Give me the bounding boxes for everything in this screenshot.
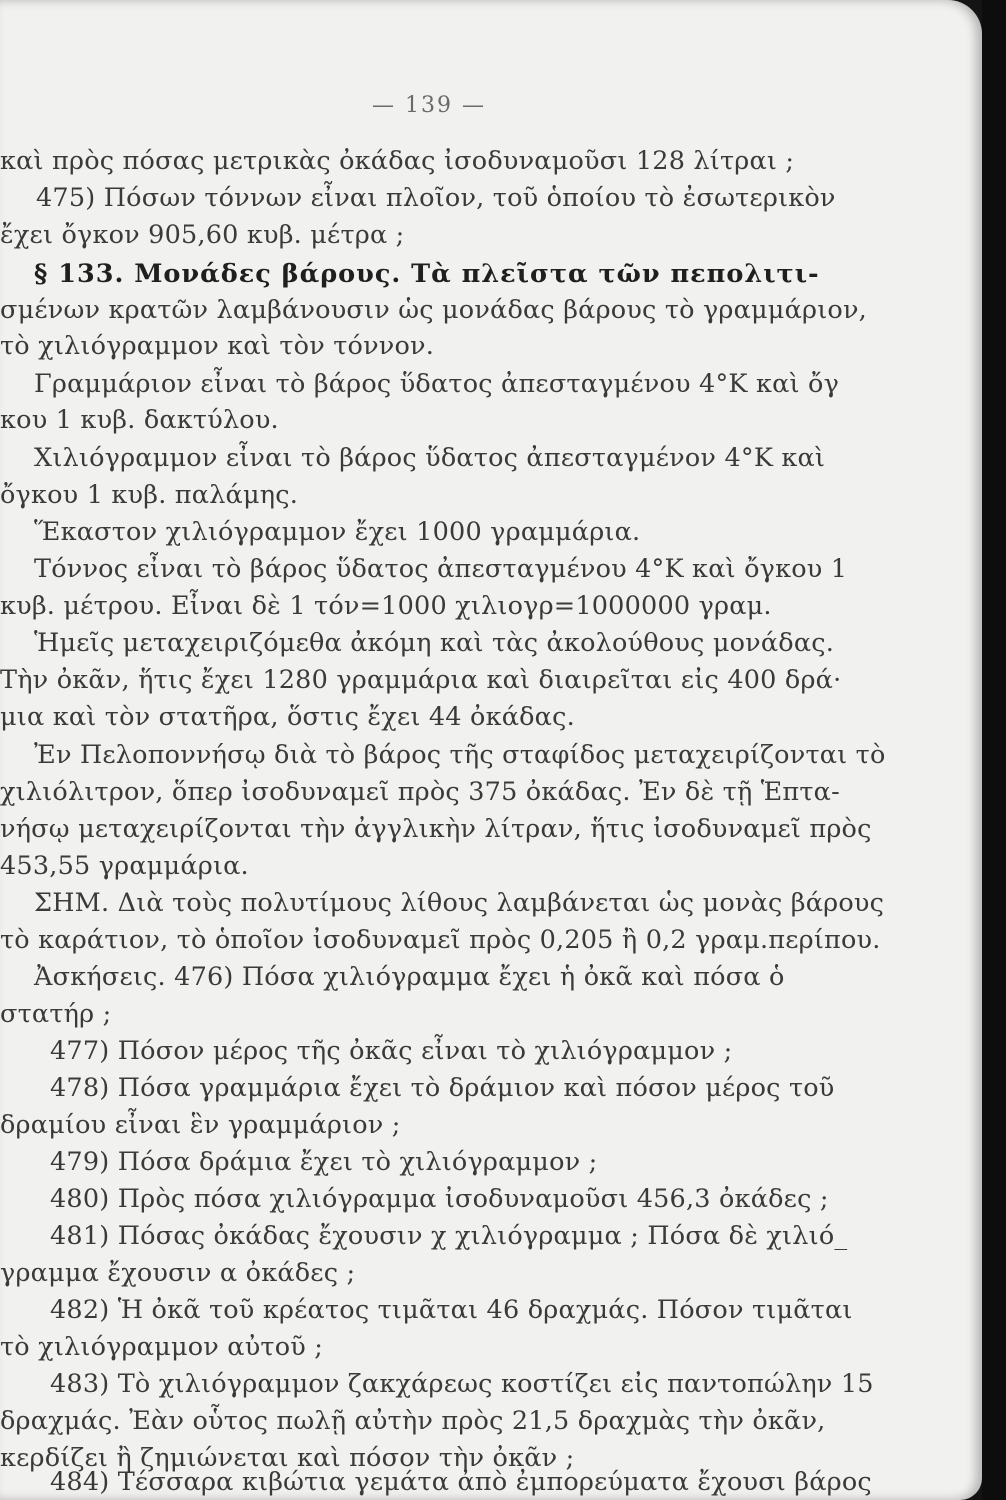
text-line: δραχμάς. Ἐὰν οὗτος πωλῇ αὐτὴν πρὸς 21,5 δραχμὰς τὴν ὀκᾶν, — [0, 1406, 826, 1436]
page-edge-shadow — [982, 0, 1006, 1500]
text-line: Ἡμεῖς μεταχειριζόμεθα ἀκόμη καὶ τὰς ἀκολούθους μονάδας. — [34, 628, 835, 658]
text-line: νήσῳ μεταχειρίζονται τὴν ἀγγλικὴν λίτραν, ἥτις ἰσοδυναμεῖ πρὸς — [0, 814, 872, 844]
exercise-480: 480) Πρὸς πόσα χιλιόγραμμα ἰσοδυναμοῦσι 456,3 ὀκάδες ; — [50, 1184, 829, 1214]
text-line: μια καὶ τὸν στατῆρα, ὅστις ἔχει 44 ὀκάδας. — [0, 702, 575, 732]
text-line: ἔχει ὄγκον 905,60 κυβ. μέτρα ; — [0, 220, 405, 250]
exercise-484: 484) Τέσσαρα κιβώτια γεμάτα ἀπὸ ἐμπορεύματα ἔχουσι βάρος — [50, 1467, 872, 1497]
text-line: κυβ. μέτρου. Εἶναι δὲ 1 τόν=1000 χιλιογρ=1000000 γραμ. — [0, 591, 772, 621]
text-line: Τὴν ὀκᾶν, ἥτις ἔχει 1280 γραμμάρια καὶ διαιρεῖται εἰς 400 δρά· — [0, 665, 842, 695]
text-line: δραμίου εἶναι ἓν γραμμάριον ; — [0, 1110, 401, 1140]
exercise-475: 475) Πόσων τόννων εἶναι πλοῖον, τοῦ ὁποίου τὸ ἐσωτερικὸν — [36, 183, 836, 213]
text-line: γραμμα ἔχουσιν α ὀκάδες ; — [0, 1258, 356, 1288]
text-line: τὸ χιλιόγραμμον αὐτοῦ ; — [0, 1332, 324, 1362]
exercise-479: 479) Πόσα δράμια ἔχει τὸ χιλιόγραμμον ; — [50, 1147, 598, 1177]
note-line: ΣΗΜ. Διὰ τοὺς πολυτίμους λίθους λαμβάνεται ὡς μονὰς βάρους — [34, 888, 885, 918]
definition-kilogram: Χιλιόγραμμον εἶναι τὸ βάρος ὕδατος ἀπεσταγμένον 4°Κ καὶ — [34, 443, 826, 473]
text-line: ὄγκου 1 κυβ. παλάμης. — [0, 480, 299, 510]
exercise-482: 482) Ἡ ὀκᾶ τοῦ κρέατος τιμᾶται 46 δραχμάς. Πόσον τιμᾶται — [50, 1295, 853, 1325]
section-heading: § 133. Μονάδες βάρους. Τὰ πλεῖστα τῶν πεπολιτι- — [34, 259, 820, 289]
text-line: χιλιόλιτρον, ὅπερ ἰσοδυναμεῖ πρὸς 375 ὀκάδας. Ἐν δὲ τῇ Ἑπτα- — [0, 777, 840, 807]
page-number: — 139 — — [372, 93, 486, 118]
text-line: στατήρ ; — [0, 999, 112, 1029]
exercises-heading: Ἀσκήσεις. 476) Πόσα χιλιόγραμμα ἔχει ἡ ὀκᾶ καὶ πόσα ὁ — [34, 962, 785, 992]
exercise-481: 481) Πόσας ὀκάδας ἔχουσιν χ χιλιόγραμμα ; Πόσα δὲ χιλιό_ — [50, 1221, 848, 1251]
text-line: καὶ πρὸς πόσας μετρικὰς ὀκάδας ἰσοδυναμοῦσι 128 λίτραι ; — [0, 146, 795, 176]
exercise-477: 477) Πόσον μέρος τῆς ὀκᾶς εἶναι τὸ χιλιόγραμμον ; — [50, 1036, 733, 1066]
definition-gram: Γραμμάριον εἶναι τὸ βάρος ὕδατος ἀπεσταγμένου 4°Κ καὶ ὄγ — [34, 369, 840, 399]
text-line: κου 1 κυβ. δακτύλου. — [0, 405, 279, 435]
text-line: Ἕκαστον χιλιόγραμμον ἔχει 1000 γραμμάρια. — [34, 517, 641, 547]
text-line: σμένων κρατῶν λαμβάνουσιν ὡς μονάδας βάρους τὸ γραμμάριον, — [0, 295, 867, 325]
exercise-478: 478) Πόσα γραμμάρια ἔχει τὸ δράμιον καὶ πόσον μέρος τοῦ — [50, 1073, 835, 1103]
text-line: τὸ χιλιόγραμμον καὶ τὸν τόννον. — [0, 331, 435, 361]
text-line: κερδίζει ἢ ζημιώνεται καὶ πόσον τὴν ὀκᾶν ; — [0, 1443, 575, 1473]
text-line: τὸ καράτιον, τὸ ὁποῖον ἰσοδυναμεῖ πρὸς 0,205 ἢ 0,2 γραμ.περίπου. — [0, 925, 881, 955]
exercise-483: 483) Τὸ χιλιόγραμμον ζακχάρεως κοστίζει εἰς παντοπώλην 15 — [50, 1369, 874, 1399]
text-line: Ἐν Πελοποννήσῳ διὰ τὸ βάρος τῆς σταφίδος μεταχειρίζονται τὸ — [34, 740, 886, 770]
text-line: 453,55 γραμμάρια. — [0, 851, 249, 881]
definition-tonne: Τόννος εἶναι τὸ βάρος ὕδατος ἀπεσταγμένου 4°Κ καὶ ὄγκου 1 — [34, 554, 848, 584]
